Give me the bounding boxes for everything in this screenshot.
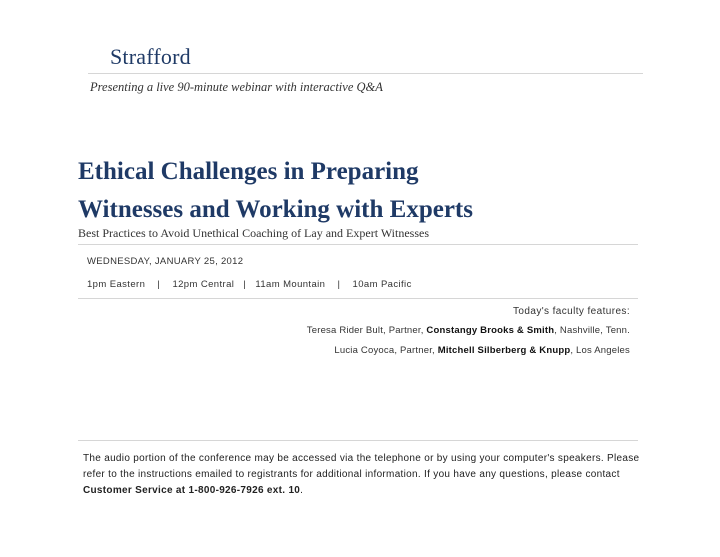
title-line-2: Witnesses and Working with Experts [78, 196, 473, 223]
faculty-location: , Nashville, Tenn. [554, 325, 630, 336]
faculty-firm: Constangy Brooks & Smith [426, 325, 555, 336]
tagline: Presenting a live 90-minute webinar with interactive Q&A [90, 80, 383, 94]
faculty-location: , Los Angeles [570, 345, 630, 356]
webinar-subtitle: Best Practices to Avoid Unethical Coaching of Lay and Expert Witnesses [78, 226, 429, 240]
notice-end: . [300, 485, 304, 496]
faculty-member-1 [307, 325, 630, 336]
faculty-name-title: Teresa Rider Bult, Partner, [306, 325, 427, 336]
faculty-member-2 [334, 345, 630, 356]
strafford-logo: Strafford [110, 44, 191, 69]
faculty-heading: Today's faculty features: [513, 306, 630, 317]
webinar-date: WEDNESDAY, JANUARY 25, 2012 [87, 256, 244, 267]
webinar-times: 1pm Eastern | 12pm Central | 11am Mountain | 10am Pacific [87, 279, 412, 290]
faculty-name-title: Lucia Coyoca, Partner, [334, 345, 438, 356]
title-line-1: Ethical Challenges in Preparing [78, 158, 419, 185]
subtitle-divider [78, 244, 638, 245]
webinar-title [78, 153, 678, 229]
audio-notice [83, 451, 643, 499]
notice-text: The audio portion of the conference may be accessed via the telephone or by using your computer's speakers. Please refer to the instructions emailed to registrants for additional information. If you have any questions, please contact [83, 453, 640, 480]
faculty-firm: Mitchell Silberberg & Knupp [437, 345, 571, 356]
times-divider [78, 298, 638, 299]
header-divider [88, 73, 643, 74]
notice-divider [78, 440, 638, 441]
customer-service-contact: Customer Service at 1-800-926-7926 ext. 10 [83, 485, 301, 496]
